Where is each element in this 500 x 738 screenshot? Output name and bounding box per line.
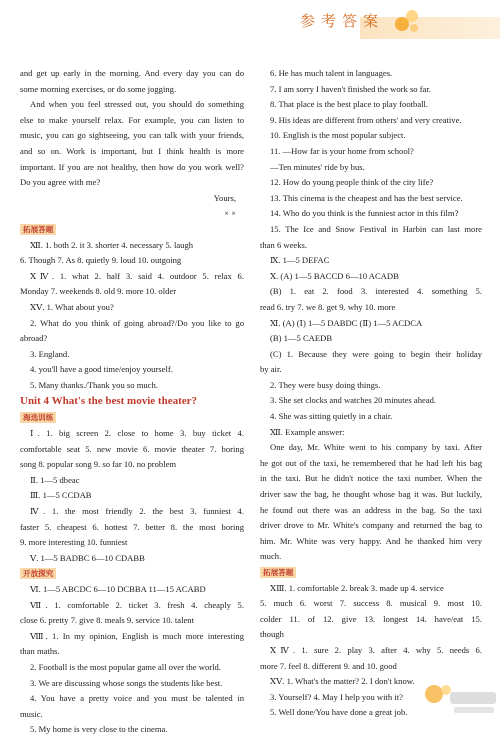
right-text-line: 3. Yourself? 4. May I help you with it? [270,691,403,702]
left-text-line: some morning exercises, or do some jogging. [20,83,177,94]
left-text-line: abroad? [20,333,48,344]
right-text-line: 7. I am sorry I haven't finished the work so far. [270,83,431,94]
right-text-line: One day, Mr. White went to his company by taxi. After [270,442,482,453]
left-text-line: 4. You have a pretty voice and you must be talented in [30,693,244,704]
left-text-line: and so on. Work is important, but I think health is more [20,145,244,156]
right-text-line: ⅩⅢ. 1. comfortable 2. break 3. made up 4. service [270,582,444,593]
left-text-line: important. If you are not healthy, then how do you work well? [20,161,244,172]
right-text-line: by air. [260,364,282,375]
right-text-line: 3. She set clocks and watches 20 minutes ahead. [270,395,437,406]
left-text-line: 4. you'll have a good time/enjoy yourself. [30,364,173,375]
left-text-line: Ⅵ. 1—5 ABCDC 6—10 DCBBA 11—15 ACABD [30,584,206,594]
right-text-line: 6. He has much talent in languages. [270,68,393,78]
left-text-line: Ⅰ. 1. big screen 2. close to home 3. buy ticket 4. [30,428,244,439]
right-text-line: driver drove to Mr. White's company and returned the bag to [260,520,482,531]
left-text-line: close 6. pretty 7. give 8. meals 9. service 10. talent [20,615,194,626]
left-text-line: Ⅶ. 1. comfortable 2. ticket 3. fresh 4. cheaply 5. [30,599,244,610]
right-text-line: ⅩⅤ. 1. What's the matter? 2. I don't know. [270,676,415,687]
left-text-line: faster 5. cheapest 6. hottest 7. better 8. the most boring [20,521,244,532]
left-text-line: 5. Many thanks./Thank you so much. [30,379,158,390]
left-text-line: 5. My home is very close to the cinema. [30,724,168,735]
left-text-line: and get up early in the morning. And every day you can do [20,68,244,78]
right-text-line: 2. They were busy doing things. [270,379,381,390]
right-text-line: 5. Well done/You have done a great job. [270,707,408,718]
left-text-line: 3. England. [30,348,70,359]
left-text-line: Yours, [213,192,236,203]
section-tag: 拓展答题 [260,567,296,578]
right-text-line: him. Mr. White was very happy. And he thanked him very [260,535,482,546]
right-text-line: 8. That place is the best place to play football. [270,99,429,110]
section-tag: 海选训练 [20,412,56,423]
left-text-line: × × [224,208,236,219]
left-text-line: else to make yourself relax. For example, you can listen to [20,114,244,125]
right-text-line: much. [260,551,282,562]
left-text-line: 6. Though 7. As 8. quietly 9. loud 10. outgoing [20,255,182,266]
left-text-line: ⅩⅤ. 1. What about you? [30,301,114,312]
left-text-line: than maths. [20,646,60,657]
left-text-line: 9. more interesting 10. funniest [20,537,128,548]
right-text-line: 15. The Ice and Snow Festival in Harbin can last more [270,223,482,234]
right-text-line: 12. How do young people think of the city life? [270,177,434,188]
right-text-line: he found out there was an address in the bag. So the taxi [260,504,482,515]
right-text-line: (C) 1. Because they were going to begin their holiday [270,348,482,359]
page-header [0,0,500,52]
right-text-line: colder 11. of 12. give 13. longest 14. have/eat 15. [260,613,482,624]
right-text-line: more 7. feel 8. different 9. and 10. good [260,660,397,671]
left-text-line: 2. What do you think of going abroad?/Do you like to go [30,317,244,328]
left-text-line: And when you feel stressed out, you should do something [30,99,244,110]
left-text-line: Ⅲ. 1—5 CCDAB [30,490,92,501]
left-text-line: Do you agree with me? [20,177,101,188]
left-text-line: Ⅴ. 1—5 BADBC 6—10 CDABB [30,552,145,563]
left-text-line: Ⅷ. 1. In my opinion, English is much more interesting [30,630,244,641]
left-text-line: Ⅻ. 1. both 2. it 3. shorter 4. necessary 5. laugh [30,239,194,250]
right-text-line: 14. Who do you think is the funniest actor in this film? [270,208,459,219]
section-tag: 拓展答题 [20,224,56,235]
right-text-line: 13. This cinema is the cheapest and has the best service. [270,192,463,203]
right-text-line: Ⅺ. (A) (Ⅰ) 1—5 DABDC (Ⅱ) 1—5 ACDCA [270,317,423,328]
left-text-line: song 8. popular song 9. so far 10. no problem [20,459,177,470]
right-text-line: he got out of the taxi, he remembered that he had left his bag [260,457,482,468]
unit-heading: Unit 4 What's the best movie theater? [20,395,197,408]
right-text-line: 5. much 6. worst 7. success 8. musical 9. most 10. [260,598,482,609]
right-text-line: (B) 1. eat 2. food 3. interested 4. something 5. [270,286,482,297]
right-text-line: —Ten minutes' ride by bus. [270,161,365,172]
right-text-line: Ⅻ. Example answer: [270,426,345,437]
watermark-logo [420,680,500,718]
right-text-line: read 6. try 7. we 8. get 9. why 10. more [260,301,396,312]
left-text-line: music, you can go sightseeing, you can talk with your friends, [20,130,244,141]
left-text-line: music. [20,708,43,719]
right-text-line: though [260,629,284,640]
bubble-decoration-icon [392,6,422,36]
section-tag: 开放探究 [20,568,56,579]
right-text-line: in the taxi. But he didn't notice the taxi number. When the [260,473,482,484]
left-text-line: comfortable seat 5. new movie 6. movie theater 7. boring [20,443,244,454]
right-text-line: driver saw the bag, he thought whose bag it was. But luckily, [260,489,482,500]
right-text-line: 11. —How far is your home from school? [270,145,414,156]
right-text-line: 10. English is the most popular subject. [270,130,406,141]
right-text-line: (B) 1—5 CAEDB [270,333,333,344]
left-text-line: Ⅱ. 1—5 dbeac [30,474,80,485]
left-text-line: 3. We are discussing whose songs the students like best. [30,677,223,688]
right-text-line: 9. His ideas are different from others' and very creative. [270,114,462,125]
header-title: 参考答案 [300,12,385,30]
right-text-line: 4. She was sitting quietly in a chair. [270,411,393,422]
right-column [260,66,482,721]
left-text-line: Ⅳ. 1. the most friendly 2. the best 3. funniest 4. [30,506,244,517]
left-column [20,66,244,738]
left-text-line: 2. Football is the most popular game all over the world. [30,661,221,672]
left-text-line: ⅩⅣ. 1. what 2. half 3. said 4. outdoor 5. relax 6. [30,270,244,281]
left-text-line: Monday 7. weekends 8. old 9. more 10. older [20,286,177,297]
right-text-line: Ⅸ. 1—5 DEFAC [270,255,330,266]
right-text-line: ⅩⅣ. 1. sure 2. play 3. after 4. why 5. needs 6. [270,644,482,655]
right-text-line: Ⅹ. (A) 1—5 BACCD 6—10 ACADB [270,270,399,281]
right-text-line: than 6 weeks. [260,239,308,250]
